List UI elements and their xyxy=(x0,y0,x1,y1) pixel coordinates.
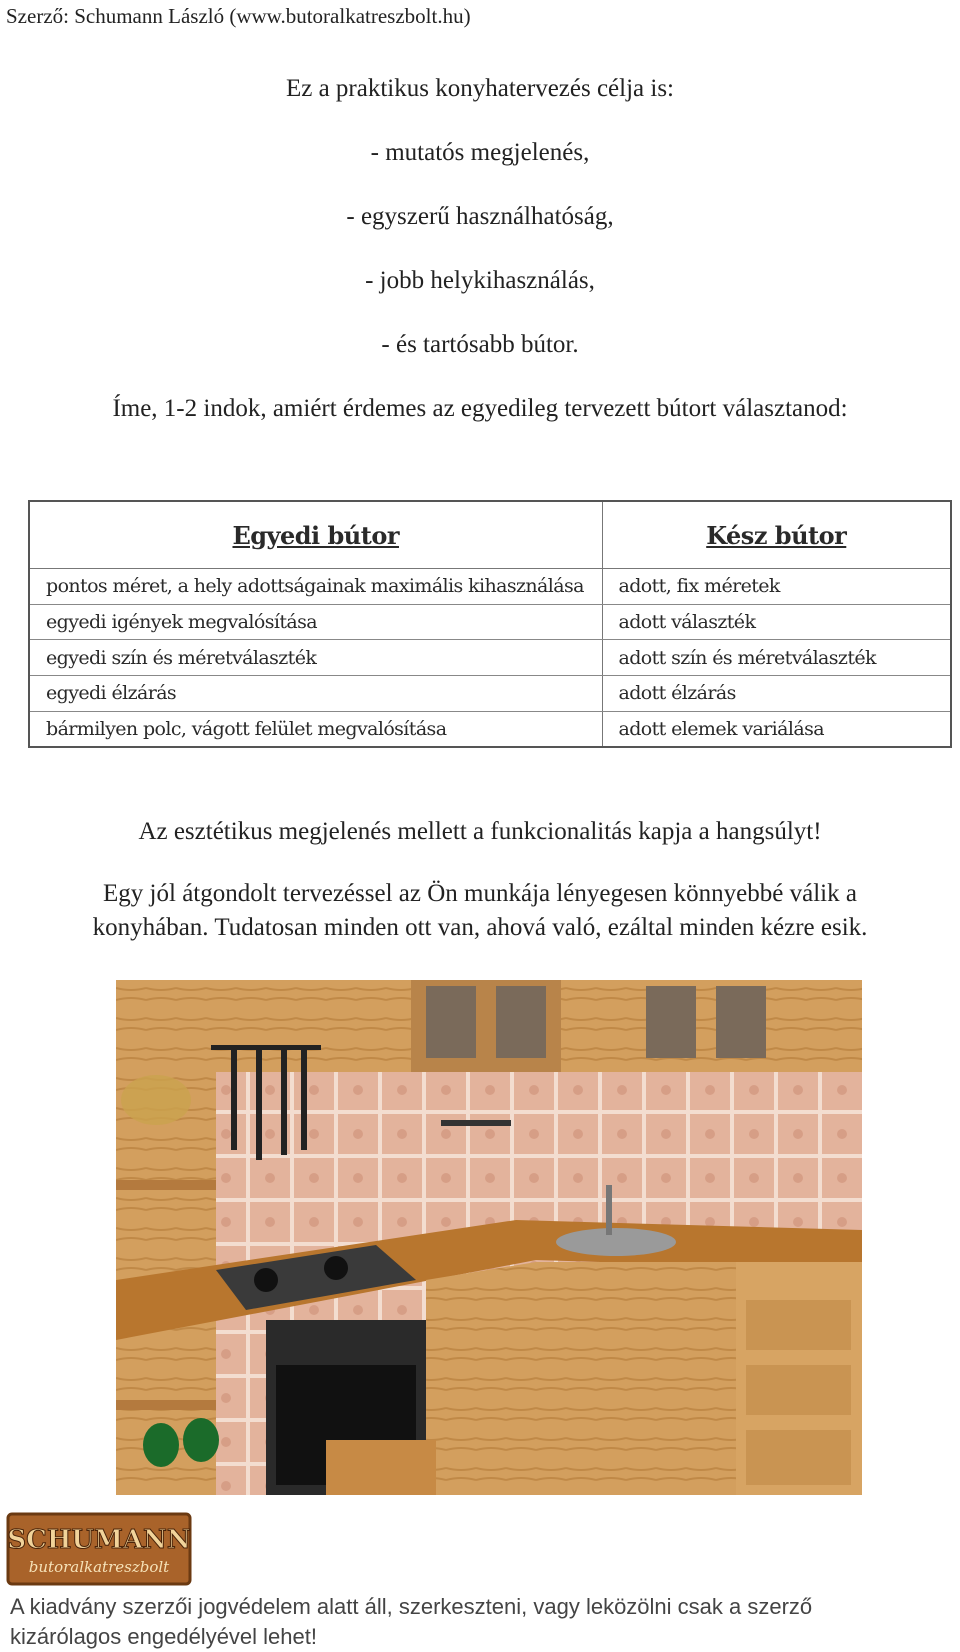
paragraph-line: konyhában. Tudatosan minden ott van, ahová való, ezáltal minden kézre esik. xyxy=(92,914,868,941)
bullet-item: - egyszerű használhatóság, xyxy=(346,203,614,230)
logo-subtitle: butoralkatreszbolt xyxy=(28,1558,170,1576)
table-row xyxy=(30,569,950,605)
table-row xyxy=(30,675,950,711)
bullet-item: - jobb helykihasználás, xyxy=(365,267,595,294)
table-cell: egyedi szín és méretválaszték xyxy=(30,640,602,676)
table-cell: egyedi igények megvalósítása xyxy=(30,604,602,640)
footer-line: kizárólagos engedélyével lehet! xyxy=(10,1624,317,1649)
reasons-line: Íme, 1-2 indok, amiért érdemes az egyedileg tervezett bútort választanod: xyxy=(112,395,848,422)
table-cell: bármilyen polc, vágott felület megvalósítása xyxy=(30,711,602,746)
table-cell: pontos méret, a hely adottságainak maximális kihasználása xyxy=(30,569,602,605)
paragraph-line: Egy jól átgondolt tervezéssel az Ön munkája lényegesen könnyebbé válik a xyxy=(103,880,857,907)
goal-line: Ez a praktikus konyhatervezés célja is: xyxy=(285,75,675,102)
logo-name: SCHUMANN xyxy=(7,1525,191,1555)
table-cell: adott élzárás xyxy=(602,675,950,711)
table-header-row xyxy=(30,502,950,569)
table-row xyxy=(30,640,950,676)
comparison-table xyxy=(28,500,952,748)
bullet-item: - mutatós megjelenés, xyxy=(370,139,590,166)
emphasis-line: Az esztétikus megjelenés mellett a funkcionalitás kapja a hangsúlyt! xyxy=(138,818,822,845)
bullet-item: - és tartósabb bútor. xyxy=(381,331,579,358)
column-header-ready: Kész bútor xyxy=(602,502,950,569)
table-cell: egyedi élzárás xyxy=(30,675,602,711)
schumann-logo xyxy=(6,1512,192,1586)
table-cell: adott választék xyxy=(602,604,950,640)
footer-line: A kiadvány szerzői jogvédelem alatt áll, szerkeszteni, vagy leközölni csak a szerző xyxy=(10,1594,813,1619)
table-row xyxy=(30,604,950,640)
table-cell: adott, fix méretek xyxy=(602,569,950,605)
table-row xyxy=(30,711,950,746)
table-cell: adott szín és méretválaszték xyxy=(602,640,950,676)
author-line: Szerző: Schumann László (www.butoralkatreszbolt.hu) xyxy=(6,4,471,28)
kitchen-photo xyxy=(116,980,862,1495)
table-cell: adott elemek variálása xyxy=(618,717,824,740)
column-header-custom: Egyedi bútor xyxy=(30,502,602,569)
copyright-notice xyxy=(10,1592,930,1652)
